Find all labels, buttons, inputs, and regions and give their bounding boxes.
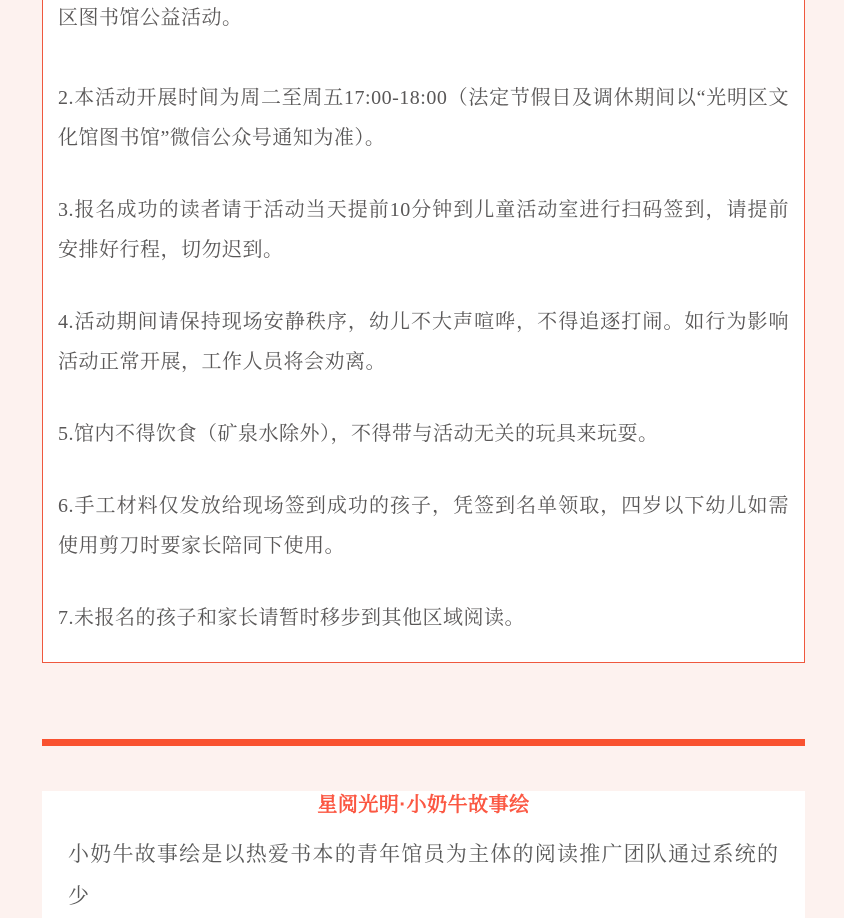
rule-paragraph-5: 5.馆内不得饮食（矿泉水除外），不得带与活动无关的玩具来玩耍。 (58, 423, 659, 445)
rule-paragraph-3: 3.报名成功的读者请于活动当天提前10分钟到儿童活动室进行扫码签到，请提前安排好行程，切勿迟到。 (58, 199, 789, 261)
rule-paragraph-4: 4.活动期间请保持现场安静秩序，幼儿不大声喧哗，不得追逐打闹。如行为影响活动正常开展，工作人员将会劝离。 (58, 311, 789, 373)
rule-paragraph-continuation: 区图书馆公益活动。 (58, 7, 243, 29)
section-divider (42, 739, 805, 746)
rule-paragraph-2: 2.本活动开展时间为周二至周五17:00-18:00（法定节假日及调休期间以“光明区文化馆图书馆”微信公众号通知为准）。 (58, 87, 789, 149)
story-section-intro-paragraph: 小奶牛故事绘是以热爱书本的青年馆员为主体的阅读推广团队通过系统的少 (68, 843, 779, 908)
rule-paragraph-6: 6.手工材料仅发放给现场签到成功的孩子，凭签到名单领取，四岁以下幼儿如需使用剪刀时要家长陪同下使用。 (58, 495, 789, 557)
content-column (42, 0, 805, 918)
rule-paragraph-7: 7.未报名的孩子和家长请暂时移步到其他区域阅读。 (58, 607, 525, 629)
story-section-heading: 星阅光明·小奶牛故事绘 (317, 794, 530, 816)
activity-rules-box (42, 0, 805, 663)
section-gap (42, 663, 805, 739)
story-section-card (42, 791, 805, 918)
